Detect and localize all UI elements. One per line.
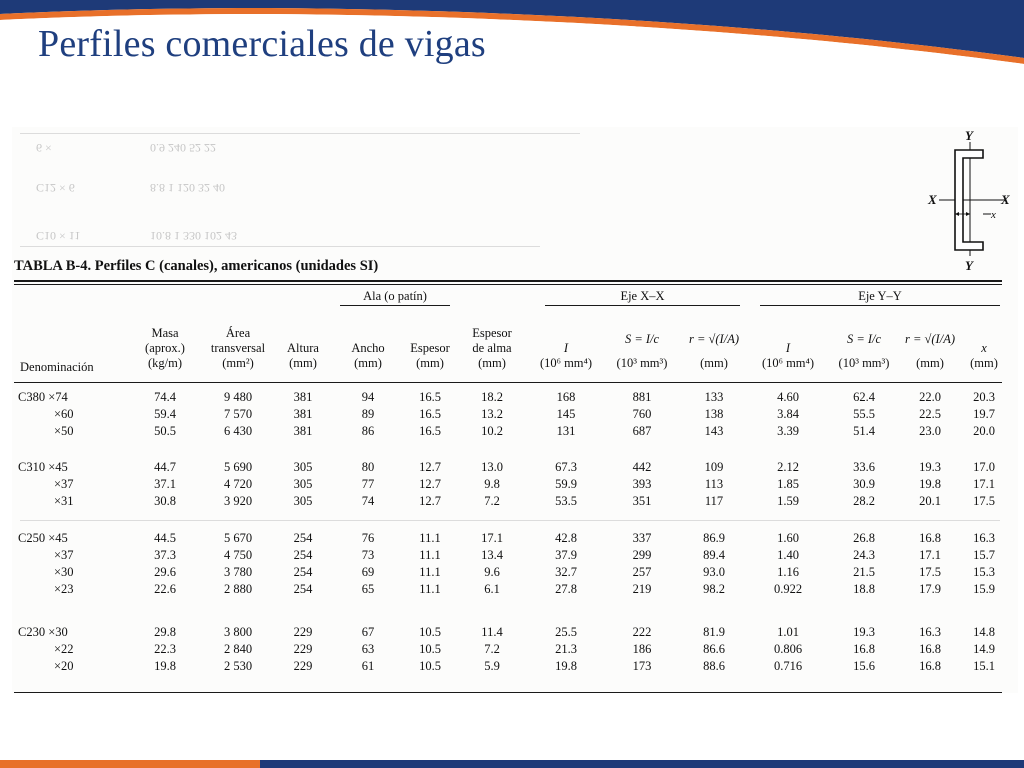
table-cell-area: 9 480 xyxy=(223,390,253,404)
table-cell-altura: 254 xyxy=(293,548,313,562)
table-cell-yy-S: 18.8 xyxy=(853,582,875,596)
table-bottom-rule xyxy=(14,692,1002,693)
table-cell-xx-I: 53.5 xyxy=(555,494,577,508)
table-cell-xx-r: 86.9 xyxy=(703,531,725,545)
header-altura: Altura (mm) xyxy=(287,341,319,370)
diagram-label-x: x xyxy=(991,209,996,221)
table-cell-masa: 44.5 xyxy=(154,531,176,545)
header-yy-x: x (mm) xyxy=(970,341,998,370)
table-cell-yy-r: 23.0 xyxy=(919,424,941,438)
table-cell-designation: ×37 xyxy=(54,477,74,491)
table-cell-altura: 381 xyxy=(293,390,313,404)
table-cell-ancho: 94 xyxy=(361,390,375,404)
header-eje-xx: Eje X–X xyxy=(620,289,665,303)
table-cell-area: 6 430 xyxy=(223,424,253,438)
table-cell-altura: 305 xyxy=(293,477,313,491)
table-cell-ancho: 89 xyxy=(361,407,375,421)
table-cell-xx-S: 219 xyxy=(632,582,652,596)
table-cell-xx-I: 168 xyxy=(556,390,576,404)
table-cell-altura: 254 xyxy=(293,565,313,579)
table-cell-yy-S: 21.5 xyxy=(853,565,875,579)
table-cell-xx-S: 881 xyxy=(632,390,652,404)
table-cell-masa: 74.4 xyxy=(154,390,176,404)
header-yy-S: S = I/c (10³ mm³) xyxy=(838,332,890,370)
table-cell-espesor-alma: 13.2 xyxy=(481,407,503,421)
header-ancho: Ancho (mm) xyxy=(351,341,385,370)
table-cell-masa: 29.8 xyxy=(154,625,176,639)
table-cell-espesor-alma: 10.2 xyxy=(481,424,503,438)
table-cell-espesor-alma: 9.8 xyxy=(484,477,500,491)
table-cell-yy-S: 19.3 xyxy=(853,625,875,639)
table-cell-xx-S: 186 xyxy=(632,642,652,656)
table-cell-xx-I: 59.9 xyxy=(555,477,577,491)
header-masa: Masa (aprox.) (kg/m) xyxy=(145,326,185,370)
table-cell-designation: ×60 xyxy=(54,407,74,421)
table-cell-yy-r: 22.5 xyxy=(919,407,941,421)
table-cell-yy-I: 3.39 xyxy=(777,424,799,438)
header-xx-S: S = I/c (10³ mm³) xyxy=(616,332,668,370)
table-cell-espesor: 11.1 xyxy=(419,582,441,596)
diagram-label-X-left: X xyxy=(928,192,937,207)
table-cell-xx-r: 117 xyxy=(704,494,724,508)
table-cell-espesor: 16.5 xyxy=(419,407,441,421)
table-cell-yy-x: 14.9 xyxy=(973,642,995,656)
table-cell-yy-S: 15.6 xyxy=(853,659,875,673)
table-cell-xx-S: 351 xyxy=(632,494,652,508)
table-cell-yy-I: 0.716 xyxy=(773,659,803,673)
table-cell-designation: ×50 xyxy=(54,424,74,438)
table-cell-espesor: 12.7 xyxy=(419,494,441,508)
header-yy-I: I (10⁶ mm⁴) xyxy=(761,341,815,370)
bleed-through-text: 10.8 1 330 102 43 xyxy=(150,229,237,243)
table-cell-yy-I: 3.84 xyxy=(777,407,799,421)
table-cell-espesor-alma: 6.1 xyxy=(484,582,500,596)
table-cell-yy-r: 20.1 xyxy=(919,494,941,508)
table-cell-xx-I: 19.8 xyxy=(555,659,577,673)
table-cell-designation: ×20 xyxy=(54,659,74,673)
table-cell-yy-S: 62.4 xyxy=(853,390,875,404)
table-cell-xx-I: 25.5 xyxy=(555,625,577,639)
bleed-through-text: C12 × 6 xyxy=(36,181,75,195)
channel-section-diagram xyxy=(925,128,1015,274)
table-cell-xx-S: 687 xyxy=(632,424,652,438)
table-cell-masa: 50.5 xyxy=(154,424,176,438)
header-xx-I: I (10⁶ mm⁴) xyxy=(539,341,593,370)
eje-xx-rule xyxy=(545,305,740,306)
table-cell-area: 5 670 xyxy=(223,531,253,545)
header-bottom-rule xyxy=(14,382,1002,383)
header-area: Área transversal (mm²) xyxy=(210,326,266,370)
table-cell-area: 4 720 xyxy=(223,477,253,491)
table-cell-area: 2 840 xyxy=(223,642,253,656)
table-cell-xx-r: 143 xyxy=(704,424,724,438)
table-cell-ancho: 73 xyxy=(361,548,375,562)
table-cell-espesor: 16.5 xyxy=(419,390,441,404)
table-cell-yy-S: 26.8 xyxy=(853,531,875,545)
footer-bar-orange xyxy=(0,760,260,768)
table-cell-area: 2 880 xyxy=(223,582,253,596)
table-cell-yy-S: 16.8 xyxy=(853,642,875,656)
table-cell-designation: C380 ×74 xyxy=(18,390,68,404)
table-cell-ancho: 67 xyxy=(361,625,375,639)
table-title: TABLA B-4. Perfiles C (canales), americanos (unidades SI) xyxy=(14,258,379,274)
table-cell-espesor: 11.1 xyxy=(419,565,441,579)
table-cell-xx-r: 89.4 xyxy=(703,548,725,562)
table-cell-yy-r: 19.8 xyxy=(919,477,941,491)
table-cell-xx-r: 138 xyxy=(704,407,724,421)
table-cell-xx-r: 98.2 xyxy=(703,582,725,596)
table-cell-espesor: 12.7 xyxy=(419,477,441,491)
table-cell-masa: 22.3 xyxy=(154,642,176,656)
header-espesor-alma: Espesor de alma (mm) xyxy=(472,326,512,370)
table-cell-yy-x: 15.1 xyxy=(973,659,995,673)
table-cell-area: 3 800 xyxy=(223,625,253,639)
table-top-rule-thin xyxy=(14,284,1002,285)
table-cell-xx-S: 393 xyxy=(632,477,652,491)
bleed-through-line xyxy=(20,520,1000,521)
bleed-through-line xyxy=(20,133,580,134)
table-cell-altura: 254 xyxy=(293,531,313,545)
diagram-label-Y-top: Y xyxy=(965,128,973,143)
table-cell-designation: C310 ×45 xyxy=(18,460,68,474)
table-cell-yy-x: 17.5 xyxy=(973,494,995,508)
table-cell-designation: ×23 xyxy=(54,582,74,596)
table-cell-yy-r: 22.0 xyxy=(919,390,941,404)
table-cell-xx-r: 81.9 xyxy=(703,625,725,639)
table-cell-area: 2 530 xyxy=(223,659,253,673)
table-cell-yy-r: 19.3 xyxy=(919,460,941,474)
bleed-through-line xyxy=(20,246,540,247)
table-cell-yy-I: 1.85 xyxy=(777,477,799,491)
table-cell-masa: 44.7 xyxy=(154,460,176,474)
table-cell-espesor-alma: 18.2 xyxy=(481,390,503,404)
table-cell-xx-I: 21.3 xyxy=(555,642,577,656)
table-cell-yy-r: 16.8 xyxy=(919,659,941,673)
table-cell-espesor-alma: 17.1 xyxy=(481,531,503,545)
table-cell-altura: 305 xyxy=(293,460,313,474)
table-cell-yy-S: 30.9 xyxy=(853,477,875,491)
table-cell-xx-I: 37.9 xyxy=(555,548,577,562)
table-cell-yy-x: 17.1 xyxy=(973,477,995,491)
table-cell-yy-I: 1.01 xyxy=(777,625,799,639)
bleed-through-text: 6 × xyxy=(36,141,52,155)
table-cell-yy-x: 15.7 xyxy=(973,548,995,562)
table-cell-yy-x: 20.0 xyxy=(973,424,995,438)
table-cell-espesor-alma: 13.0 xyxy=(481,460,503,474)
table-cell-altura: 254 xyxy=(293,582,313,596)
table-cell-yy-I: 1.59 xyxy=(777,494,799,508)
table-cell-ancho: 69 xyxy=(361,565,375,579)
table-cell-yy-r: 17.5 xyxy=(919,565,941,579)
table-cell-xx-I: 27.8 xyxy=(555,582,577,596)
table-cell-espesor-alma: 13.4 xyxy=(481,548,503,562)
table-cell-altura: 229 xyxy=(293,659,313,673)
table-cell-ancho: 65 xyxy=(361,582,375,596)
table-cell-xx-S: 222 xyxy=(632,625,652,639)
diagram-label-X-right: X xyxy=(1001,192,1010,207)
table-cell-masa: 30.8 xyxy=(154,494,176,508)
table-cell-espesor-alma: 5.9 xyxy=(484,659,500,673)
table-cell-xx-S: 337 xyxy=(632,531,652,545)
table-cell-xx-r: 133 xyxy=(704,390,724,404)
table-cell-yy-I: 4.60 xyxy=(777,390,799,404)
table-cell-yy-S: 28.2 xyxy=(853,494,875,508)
table-cell-xx-S: 760 xyxy=(632,407,652,421)
table-cell-espesor: 11.1 xyxy=(419,548,441,562)
table-cell-ancho: 86 xyxy=(361,424,375,438)
table-cell-yy-r: 16.8 xyxy=(919,642,941,656)
table-cell-xx-I: 67.3 xyxy=(555,460,577,474)
table-cell-yy-r: 17.9 xyxy=(919,582,941,596)
table-cell-espesor: 10.5 xyxy=(419,642,441,656)
table-cell-ancho: 77 xyxy=(361,477,375,491)
table-cell-area: 4 750 xyxy=(223,548,253,562)
table-cell-yy-S: 33.6 xyxy=(853,460,875,474)
table-cell-yy-x: 15.3 xyxy=(973,565,995,579)
table-cell-espesor-alma: 9.6 xyxy=(484,565,500,579)
table-cell-yy-S: 55.5 xyxy=(853,407,875,421)
table-cell-area: 3 920 xyxy=(223,494,253,508)
diagram-label-Y-bottom: Y xyxy=(965,258,973,273)
table-cell-yy-I: 1.60 xyxy=(777,531,799,545)
eje-yy-rule xyxy=(760,305,1000,306)
table-cell-ancho: 74 xyxy=(361,494,375,508)
table-cell-yy-I: 0.806 xyxy=(773,642,803,656)
table-cell-area: 3 780 xyxy=(223,565,253,579)
table-cell-designation: ×31 xyxy=(54,494,74,508)
table-cell-yy-x: 17.0 xyxy=(973,460,995,474)
table-cell-xx-r: 88.6 xyxy=(703,659,725,673)
table-cell-yy-x: 20.3 xyxy=(973,390,995,404)
table-cell-altura: 305 xyxy=(293,494,313,508)
table-cell-designation: ×22 xyxy=(54,642,74,656)
table-cell-ancho: 63 xyxy=(361,642,375,656)
table-cell-yy-I: 0.922 xyxy=(773,582,803,596)
table-cell-xx-r: 113 xyxy=(704,477,724,491)
table-cell-espesor: 11.1 xyxy=(419,531,441,545)
footer-bar-blue xyxy=(260,760,1024,768)
table-cell-xx-S: 442 xyxy=(632,460,652,474)
table-cell-yy-I: 2.12 xyxy=(777,460,799,474)
table-cell-xx-I: 145 xyxy=(556,407,576,421)
table-cell-yy-x: 16.3 xyxy=(973,531,995,545)
table-cell-espesor-alma: 11.4 xyxy=(481,625,503,639)
header-ala-group: Ala (o patín) xyxy=(363,289,427,303)
table-cell-altura: 229 xyxy=(293,642,313,656)
table-cell-altura: 381 xyxy=(293,407,313,421)
table-cell-espesor-alma: 7.2 xyxy=(484,642,500,656)
table-cell-masa: 37.3 xyxy=(154,548,176,562)
table-cell-yy-r: 17.1 xyxy=(919,548,941,562)
table-cell-masa: 29.6 xyxy=(154,565,176,579)
table-cell-yy-S: 51.4 xyxy=(853,424,875,438)
table-cell-yy-x: 19.7 xyxy=(973,407,995,421)
table-cell-masa: 59.4 xyxy=(154,407,176,421)
table-cell-ancho: 61 xyxy=(361,659,375,673)
table-cell-espesor: 16.5 xyxy=(419,424,441,438)
table-cell-espesor: 10.5 xyxy=(419,659,441,673)
table-cell-area: 5 690 xyxy=(223,460,253,474)
table-cell-yy-x: 14.8 xyxy=(973,625,995,639)
header-denominacion: Denominación xyxy=(20,360,94,374)
header-yy-r: r = √(I/A) (mm) xyxy=(904,332,955,370)
table-cell-xx-r: 93.0 xyxy=(703,565,725,579)
table-cell-yy-r: 16.3 xyxy=(919,625,941,639)
table-cell-designation: C230 ×30 xyxy=(18,625,68,639)
header-eje-yy: Eje Y–Y xyxy=(858,289,902,303)
table-cell-ancho: 80 xyxy=(361,460,375,474)
header-espesor: Espesor (mm) xyxy=(410,341,450,370)
table-top-rule xyxy=(14,280,1002,282)
table-cell-xx-S: 257 xyxy=(632,565,652,579)
table-cell-area: 7 570 xyxy=(223,407,253,421)
table-cell-xx-S: 299 xyxy=(632,548,652,562)
slide-title: Perfiles comerciales de vigas xyxy=(38,23,486,65)
table-cell-yy-S: 24.3 xyxy=(853,548,875,562)
table-cell-espesor-alma: 7.2 xyxy=(484,494,500,508)
table-cell-designation: ×37 xyxy=(54,548,74,562)
table-cell-yy-I: 1.40 xyxy=(777,548,799,562)
bleed-through-text: 8.8 1 120 32 40 xyxy=(150,181,225,195)
table-cell-masa: 22.6 xyxy=(154,582,176,596)
table-cell-yy-r: 16.8 xyxy=(919,531,941,545)
table-cell-masa: 19.8 xyxy=(154,659,176,673)
ala-group-rule xyxy=(340,305,450,306)
table-cell-altura: 229 xyxy=(293,625,313,639)
table-cell-designation: ×30 xyxy=(54,565,74,579)
table-cell-xx-I: 42.8 xyxy=(555,531,577,545)
table-cell-masa: 37.1 xyxy=(154,477,176,491)
header-xx-r: r = √(I/A) (mm) xyxy=(688,332,739,370)
table-cell-yy-x: 15.9 xyxy=(973,582,995,596)
table-cell-xx-S: 173 xyxy=(632,659,652,673)
table-cell-espesor: 12.7 xyxy=(419,460,441,474)
table-cell-yy-I: 1.16 xyxy=(777,565,799,579)
table-cell-altura: 381 xyxy=(293,424,313,438)
table-cell-xx-r: 86.6 xyxy=(703,642,725,656)
table-cell-espesor: 10.5 xyxy=(419,625,441,639)
table-cell-ancho: 76 xyxy=(361,531,375,545)
table-cell-xx-I: 32.7 xyxy=(555,565,577,579)
table-cell-xx-r: 109 xyxy=(704,460,724,474)
table-cell-xx-I: 131 xyxy=(556,424,576,438)
bleed-through-text: 0.9 240 52 22 xyxy=(150,141,216,155)
bleed-through-text: C10 × 11 xyxy=(36,229,81,243)
table-cell-designation: C250 ×45 xyxy=(18,531,68,545)
